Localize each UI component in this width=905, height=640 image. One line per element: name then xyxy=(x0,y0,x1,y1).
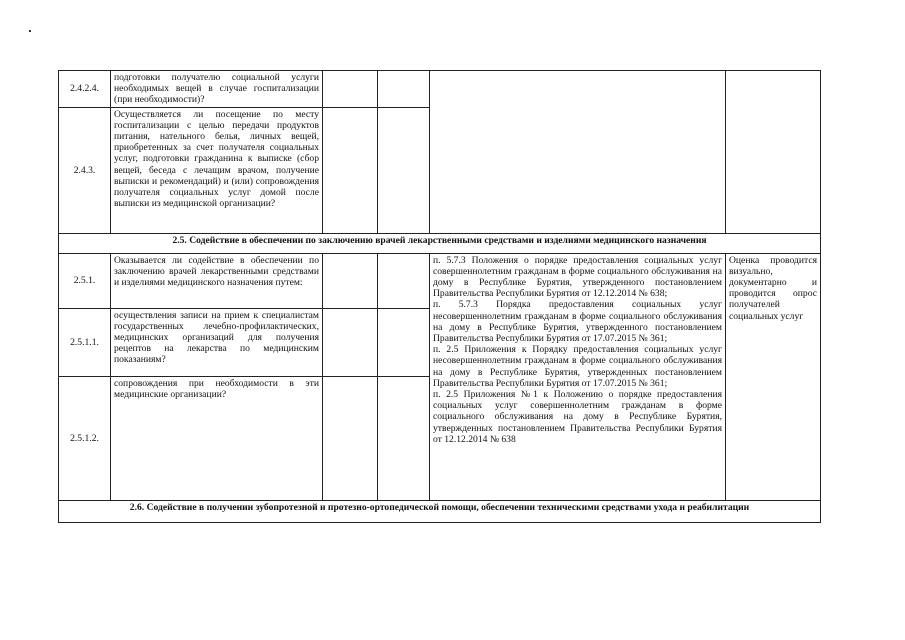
row-number: 2.4.2.4. xyxy=(59,71,111,108)
answer-yes-cell xyxy=(323,253,378,308)
section-heading: 2.6. Содействие в получении зубопротезной и протезно-ортопедической помощи, обеспечении техническими средствами ухода и реабилитации xyxy=(59,500,821,522)
section-row xyxy=(59,500,821,522)
answer-no-cell xyxy=(378,308,430,376)
basis-paragraph: п. 2.5 Приложения №1 к Положению о порядке предоставления социальных услуг совершеннолетним гражданам в форме социального обслуживания на дому в Республике Бурятия, утвержденных постановлением Правительства Республики Бурятия от 12.12.2014 № 638 xyxy=(433,389,722,445)
section-row xyxy=(59,233,821,253)
assessment-cell: Оценка проводится визуально, документарно и проводится опрос получателей социальных услуг xyxy=(726,253,821,500)
scan-speck xyxy=(29,30,31,32)
row-number: 2.5.1. xyxy=(59,253,111,308)
basis-cell xyxy=(430,71,726,234)
row-number: 2.4.3. xyxy=(59,107,111,233)
assessment-cell xyxy=(726,71,821,234)
question-text: подготовки получателю социальной услуги необходимых вещей в случае госпитализации (при необходимости)? xyxy=(111,71,323,108)
answer-yes-cell xyxy=(323,107,378,233)
answer-no-cell xyxy=(378,107,430,233)
question-text: сопровождения при необходимости в эти медицинские организации? xyxy=(111,376,323,500)
answer-yes-cell xyxy=(323,308,378,376)
table-row xyxy=(59,71,821,108)
answer-no-cell xyxy=(378,376,430,500)
section-heading: 2.5. Содействие в обеспечении по заключению врачей лекарственными средствами и изделиями медицинского назначения xyxy=(59,233,821,253)
table-row xyxy=(59,253,821,308)
row-number: 2.5.1.2. xyxy=(59,376,111,500)
question-text: Оказывается ли содействие в обеспечении по заключению врачей лекарственными средствами и изделиями медицинского назначения путем: xyxy=(111,253,323,308)
checklist-table xyxy=(58,70,821,523)
answer-yes-cell xyxy=(323,376,378,500)
question-text: осуществления записи на прием к специалистам государственных лечебно-профилактических, медицинских организаций для получения рецептов на лекарства по медицинским показаниям? xyxy=(111,308,323,376)
basis-paragraph: п. 5.7.3 Положения о порядке предоставления социальных услуг совершеннолетним гражданам в форме социального обслуживания на дому в Республике Бурятия, утвержденного постановлением Правительства Республики Бурятия от 12.12.2014 № 638; xyxy=(433,254,722,300)
basis-paragraph: п. 2.5 Приложения к Порядку предоставления социальных услуг несовершеннолетним гражданам в форме социального обслуживания на дому в Республике Бурятия, утвержденных постановлением Правительства Республики Бурятия от 17.07.2015 № 361; xyxy=(433,344,722,389)
basis-cell xyxy=(430,253,726,500)
question-text: Осуществляется ли посещение по месту госпитализации с целью передачи продуктов питания, нательного белья, личных вещей, приобретенных за счет получателя социальных услуг, подготовки гражданина к выписке (сбор вещей, беседа с лечащим врачом, получение выписки и рекомендаций) и (или) сопровождения получателя социальных услуг домой после выписки из медицинской организации? xyxy=(111,107,323,233)
basis-paragraph: п. 5.7.3 Порядка предоставления социальных услуг несовершеннолетним гражданам в форме социального обслуживания на дому в Республике Бурятия, утвержденного постановлением Правительства Республики Бурятия от 17.07.2015 № 361; xyxy=(433,299,722,345)
answer-no-cell xyxy=(378,71,430,108)
answer-no-cell xyxy=(378,253,430,308)
row-number: 2.5.1.1. xyxy=(59,308,111,376)
answer-yes-cell xyxy=(323,71,378,108)
